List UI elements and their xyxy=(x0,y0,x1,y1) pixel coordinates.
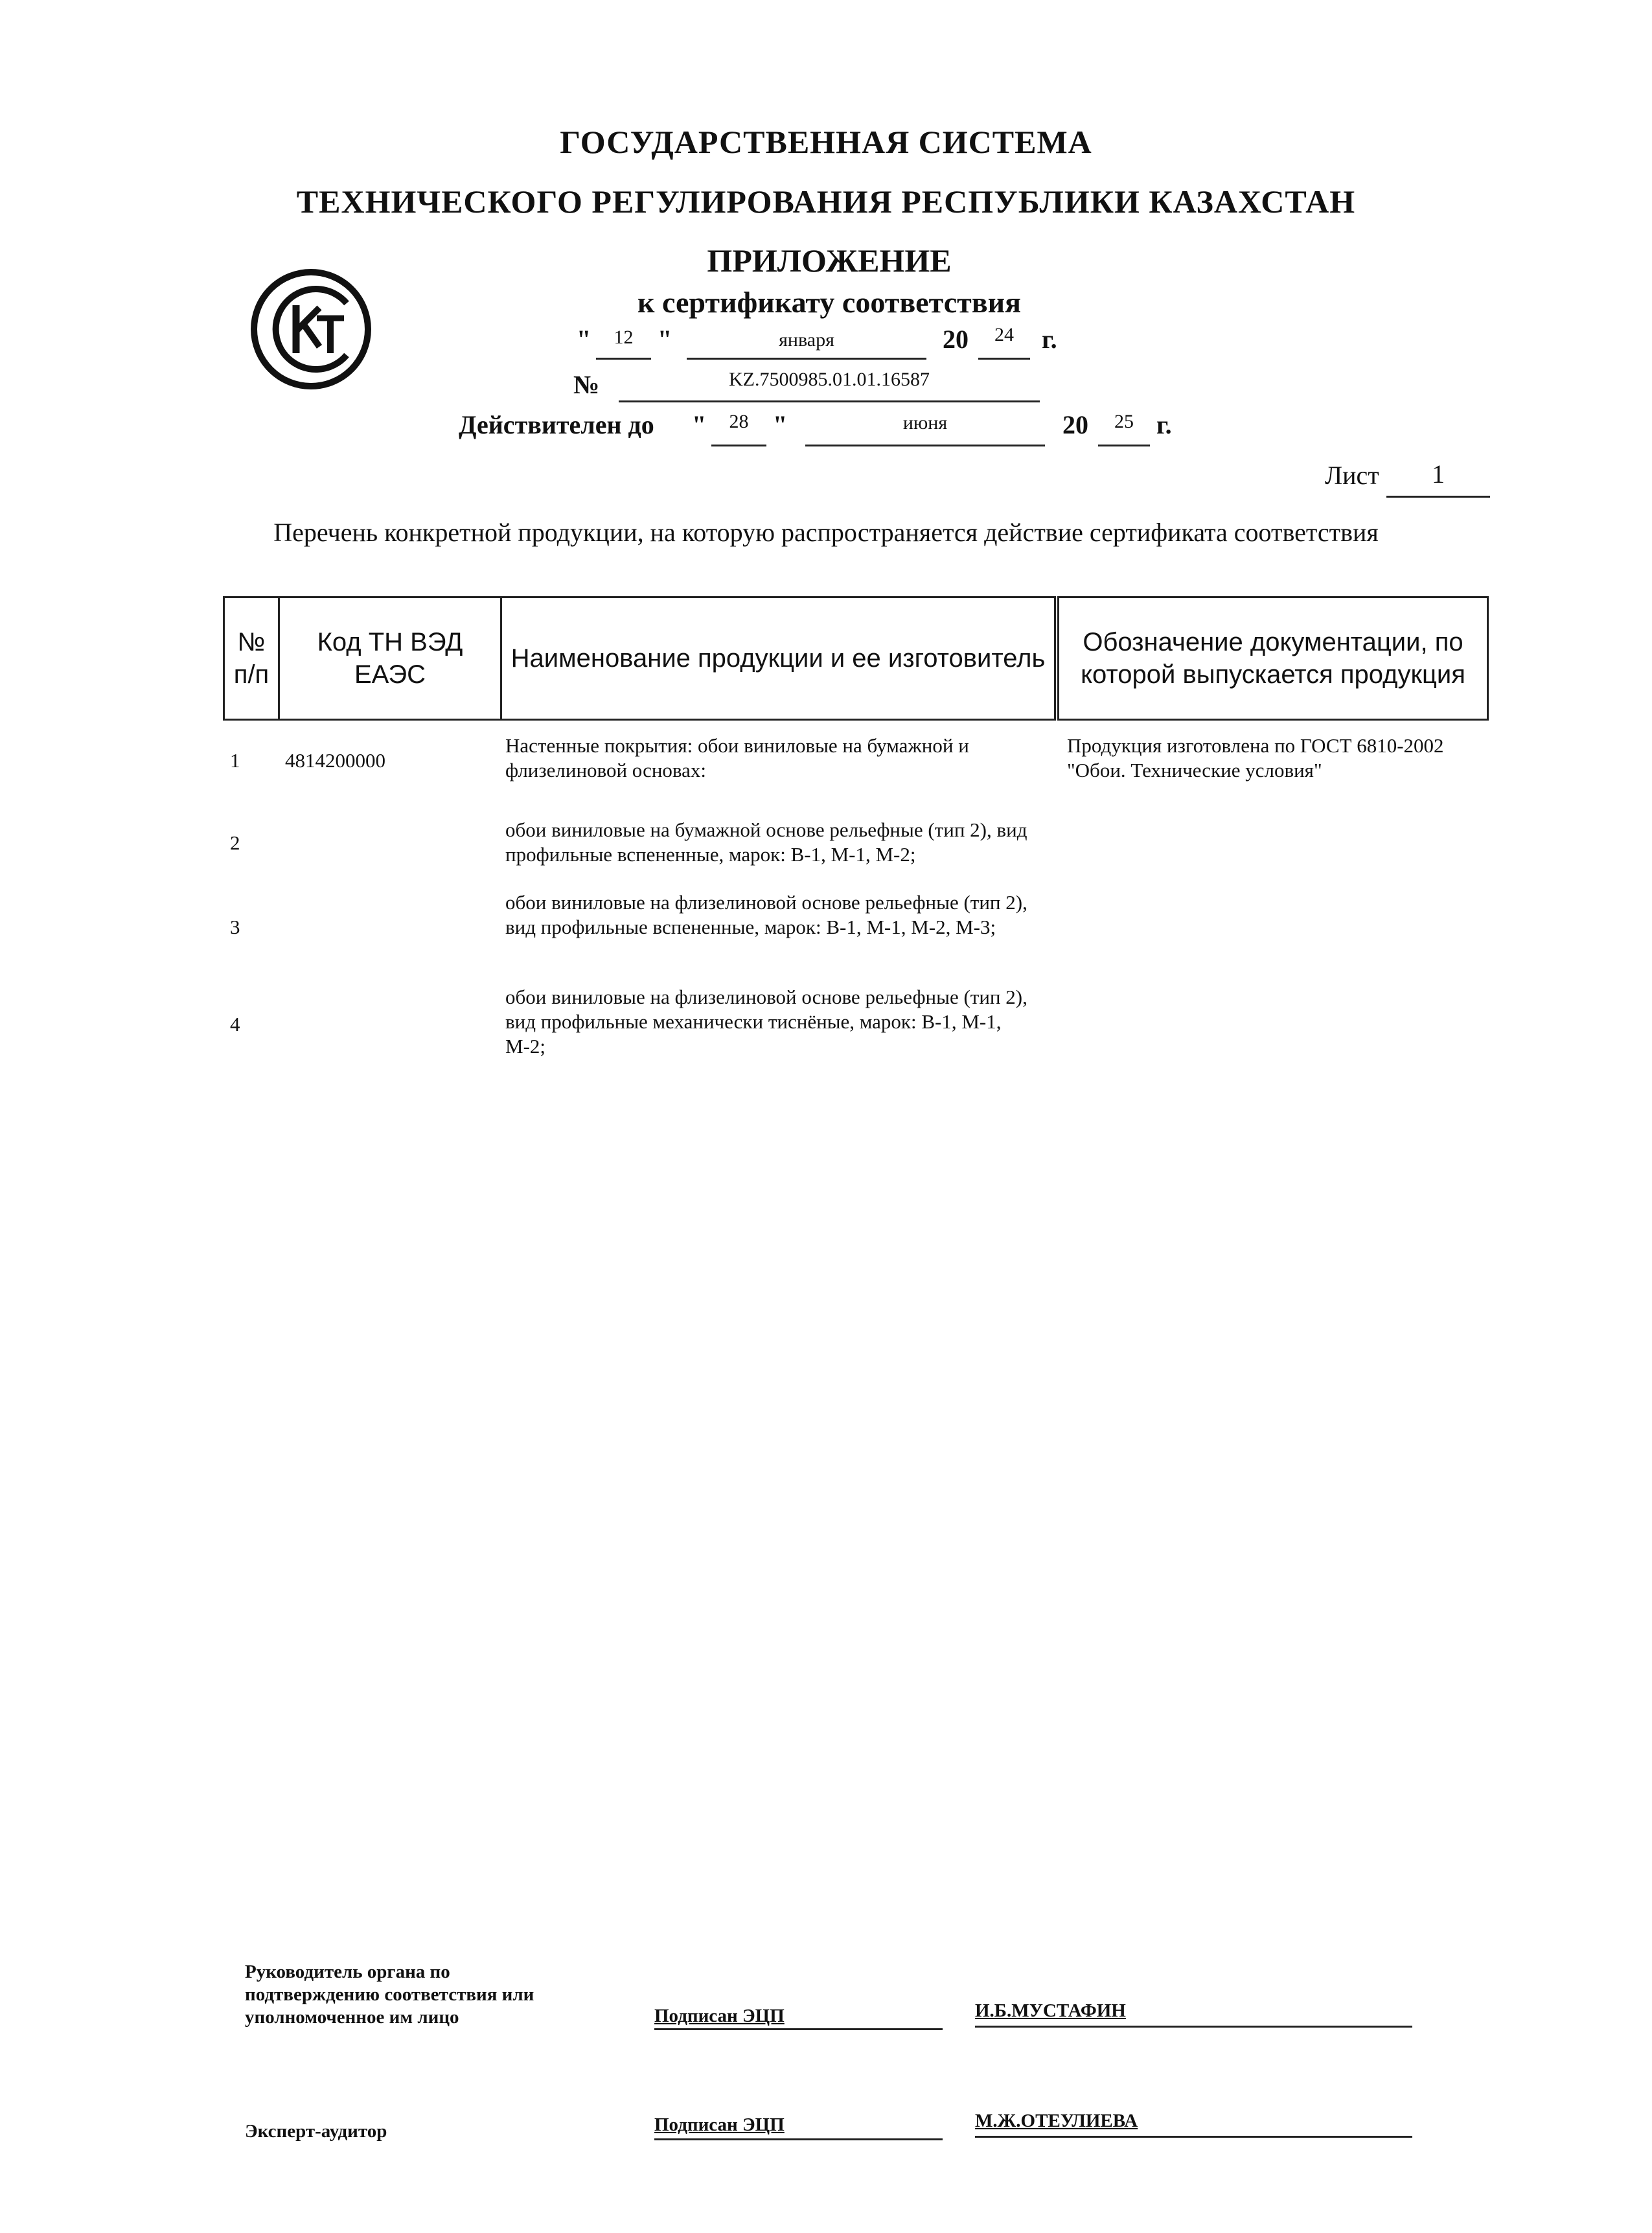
col-header-code-line1: Код ТН ВЭД xyxy=(317,628,463,656)
expert-role: Эксперт-аудитор xyxy=(245,2121,387,2142)
row-num: 4 xyxy=(230,1013,240,1036)
col-header-doc xyxy=(1057,597,1488,720)
certificate-number-label: № xyxy=(573,370,600,399)
head-signature-line xyxy=(654,2005,943,2030)
sheet-number: 1 xyxy=(1386,457,1490,498)
issue-day: 12 xyxy=(596,324,651,360)
appendix-title: ПРИЛОЖЕНИЕ xyxy=(707,242,952,279)
head-role xyxy=(245,1961,608,2029)
product-table-header xyxy=(223,596,1489,721)
row-num: 2 xyxy=(230,831,240,854)
valid-year: 25 xyxy=(1098,406,1150,446)
row-name: Настенные покрытия: обои виниловые на бумажной и флизелиновой основах: xyxy=(505,734,969,781)
valid-day: 28 xyxy=(711,406,766,446)
valid-day-quote-open: " xyxy=(692,410,707,439)
row-name: обои виниловые на бумажной основе рельефные (тип 2), вид профильные вспененные, марок: В-1, М-1, М-2; xyxy=(505,818,1027,866)
certificate-number: KZ.7500985.01.01.16587 xyxy=(619,363,1040,402)
head-signed-text: Подписан ЭЦП xyxy=(654,2006,785,2026)
col-header-code xyxy=(279,597,501,720)
col-header-name xyxy=(501,597,1057,720)
valid-month: июня xyxy=(805,406,1045,446)
valid-until-label: Действителен до xyxy=(459,410,654,439)
product-list-intro: Перечень конкретной продукции, на которую распространяется действие сертификата соответствия xyxy=(273,518,1379,547)
row-num: 3 xyxy=(230,916,240,938)
kz-certification-logo-icon xyxy=(249,268,373,391)
col-header-num-line1: № xyxy=(237,628,266,656)
head-role-line2: подтверждению соответствия или xyxy=(245,1984,534,2005)
issue-year-prefix: 20 xyxy=(943,325,969,354)
expert-signed-text: Подписан ЭЦП xyxy=(654,2114,785,2135)
sheet-label: Лист xyxy=(1325,461,1379,490)
col-header-name-text: Наименование продукции и ее изготовитель xyxy=(511,644,1046,673)
issue-year-label: г. xyxy=(1042,325,1057,354)
valid-year-prefix: 20 xyxy=(1062,410,1088,439)
expert-signature-line xyxy=(654,2114,943,2140)
col-header-doc-line1: Обозначение документации, по xyxy=(1083,628,1463,656)
col-header-code-line2: ЕАЭС xyxy=(354,660,426,689)
head-role-line3: уполномоченное им лицо xyxy=(245,2007,459,2028)
col-header-num xyxy=(224,597,279,720)
issue-day-quote-open: " xyxy=(577,325,591,354)
col-header-doc-line2: которой выпускается продукция xyxy=(1081,660,1465,689)
row-name: обои виниловые на флизелиновой основе рельефные (тип 2), вид профильные вспененные, марок: В-1, М-1, М-2, М-3; xyxy=(505,891,1027,938)
row-code: 4814200000 xyxy=(285,749,385,772)
issue-day-quote-close: " xyxy=(658,325,672,354)
appendix-subtitle: к сертификату соответствия xyxy=(637,286,1021,319)
head-name: И.Б.МУСТАФИН xyxy=(975,2000,1126,2021)
row-name: обои виниловые на флизелиновой основе рельефные (тип 2), вид профильные механически тиснёные, марок: В-1, М-1, М-2; xyxy=(505,986,1027,1058)
header-system-title: ГОСУДАРСТВЕННАЯ СИСТЕМА xyxy=(560,124,1092,160)
header-regulation-title: ТЕХНИЧЕСКОГО РЕГУЛИРОВАНИЯ РЕСПУБЛИКИ КАЗАХСТАН xyxy=(296,183,1356,220)
expert-name-line xyxy=(975,2110,1412,2138)
issue-year: 24 xyxy=(978,321,1030,360)
issue-month: января xyxy=(687,324,926,360)
head-name-line xyxy=(975,2000,1412,2028)
expert-name: М.Ж.ОТЕУЛИЕВА xyxy=(975,2111,1138,2131)
row-num: 1 xyxy=(230,749,240,772)
row-doc: Продукция изготовлена по ГОСТ 6810-2002 "Обои. Технические условия" xyxy=(1067,734,1444,781)
valid-year-label: г. xyxy=(1156,410,1172,439)
valid-day-quote-close: " xyxy=(773,410,788,439)
col-header-num-line2: п/п xyxy=(233,660,270,689)
head-role-line1: Руководитель органа по xyxy=(245,1961,450,1982)
